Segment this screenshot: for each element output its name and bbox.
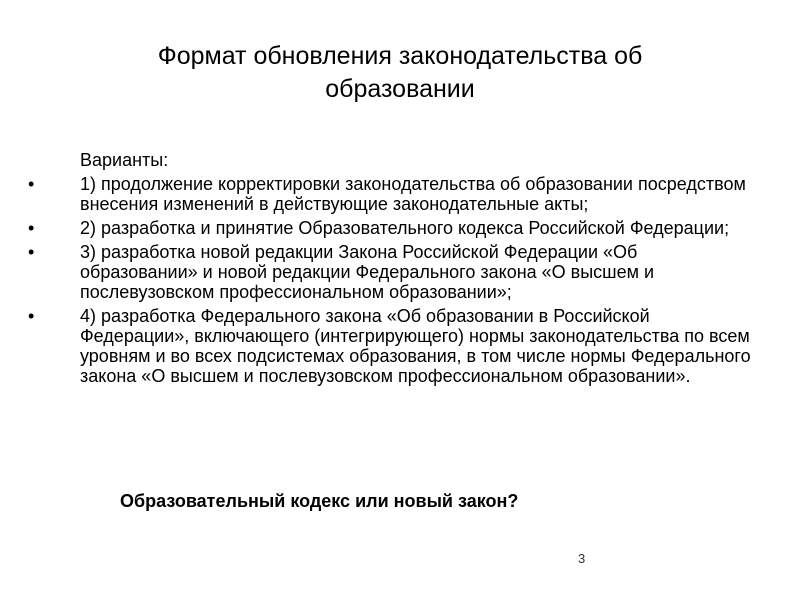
bullet-icon: • bbox=[28, 174, 35, 194]
list-item bbox=[28, 218, 758, 238]
list-item bbox=[28, 306, 758, 386]
bullet-icon: • bbox=[28, 218, 35, 238]
list-item bbox=[28, 242, 758, 302]
list-item-text: 1) продолжение корректировки законодательства об образовании посредством внесения изменений в действующие законодательные акты; bbox=[80, 174, 746, 214]
list-item-text: 3) разработка новой редакции Закона Российской Федерации «Об образовании» и новой редакции Федерального закона «О высшем и послевузовском профессиональном образовании»; bbox=[80, 242, 655, 302]
closing-question: Образовательный кодекс или новый закон? bbox=[120, 491, 519, 511]
list-item-text: 2) разработка и принятие Образовательного кодекса Российской Федерации; bbox=[80, 218, 730, 238]
list-item-text: 4) разработка Федерального закона «Об образовании в Российской Федерации», включающего (интегрирующего) нормы законодательства по всем уровням и во всех подсистемах образования, в том числе нормы Федерального закона «О высшем и послевузовском профессиональном образовании». bbox=[80, 306, 751, 386]
bullet-icon: • bbox=[28, 242, 35, 262]
page-number: 3 bbox=[578, 551, 586, 566]
slide-title-line-1: Формат обновления законодательства об bbox=[157, 42, 643, 70]
list-item bbox=[28, 174, 758, 214]
slide-body bbox=[28, 150, 758, 390]
slide-title-line-2: образовании bbox=[325, 75, 475, 103]
variants-list bbox=[28, 174, 758, 386]
variants-heading: Варианты: bbox=[80, 150, 169, 170]
bullet-icon: • bbox=[28, 306, 35, 326]
slide-title bbox=[60, 40, 740, 106]
